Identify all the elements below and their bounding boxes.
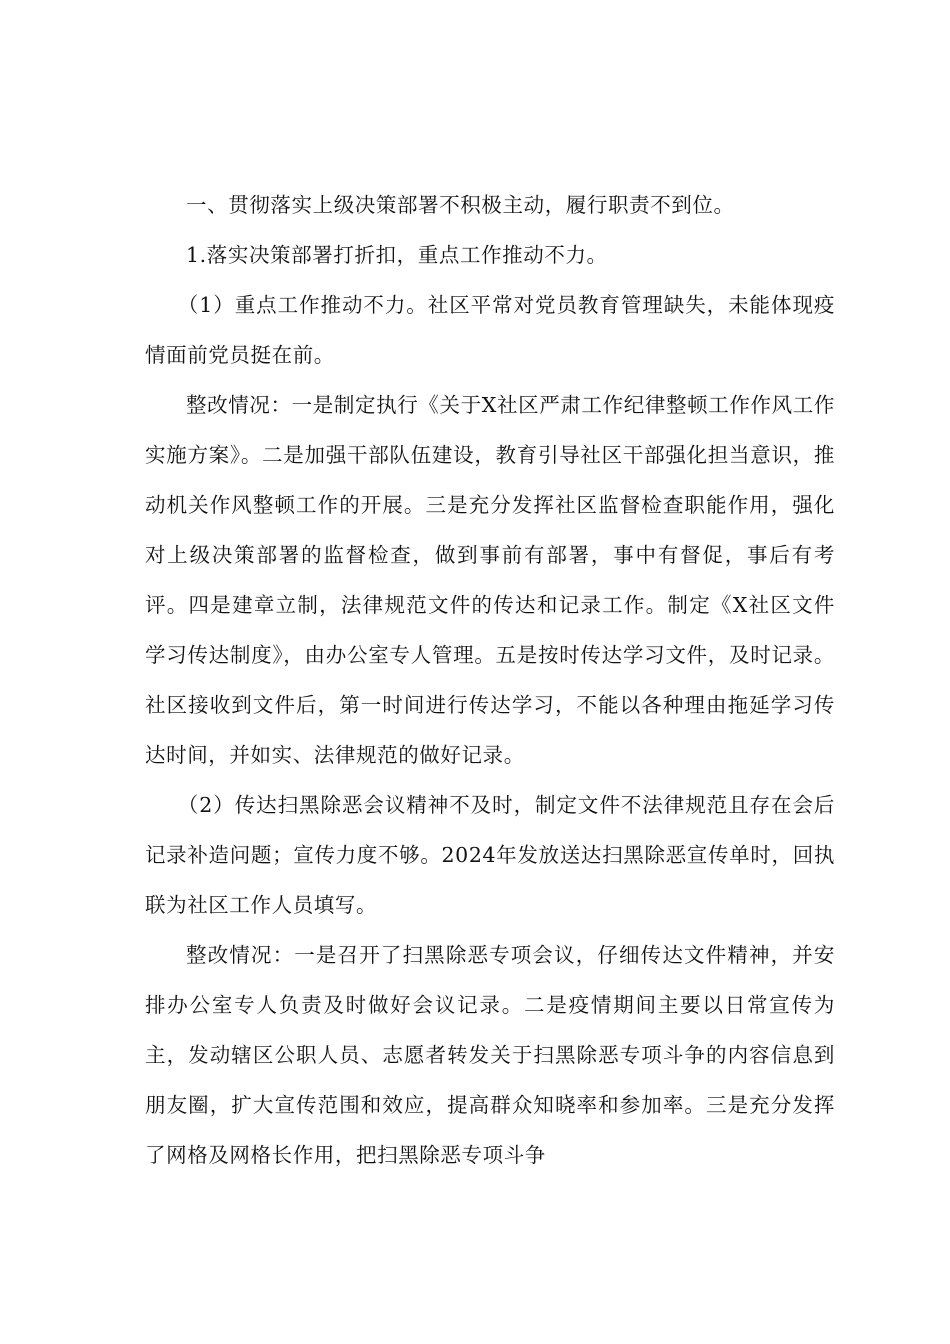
document-body [145, 180, 835, 1180]
subsection-heading: 1.落实决策部署打折扣，重点工作推动不力。 [186, 243, 608, 267]
issue-paragraph-1: （1）重点工作推动不力。社区平常对党员教育管理缺失，未能体现疫情面前党员挺在前。 [145, 293, 835, 367]
issue-paragraph-2: （2）传达扫黑除恶会议精神不及时，制定文件不法律规范且存在会后记录补造问题；宣传力度不够。2024年发放送达扫黑除恶宣传单时，回执联为社区工作人员填写。 [145, 793, 835, 917]
section-heading: 一、贯彻落实上级决策部署不积极主动，履行职责不到位。 [186, 193, 735, 217]
rectification-paragraph-2: 整改情况：一是召开了扫黑除恶专项会议，仔细传达文件精神，并安排办公室专人负责及时做好会议记录。二是疫情期间主要以日常宣传为主，发动辖区公职人员、志愿者转发关于扫黑除恶专项斗争的内容信息到朋友圈，扩大宣传范围和效应，提高群众知晓率和参加率。三是充分发挥了网格及网格长作用，把扫黑除恶专项斗争 [145, 943, 835, 1167]
rectification-paragraph-1: 整改情况：一是制定执行《关于X社区严肃工作纪律整顿工作作风工作实施方案》。二是加强干部队伍建设，教育引导社区干部强化担当意识，推动机关作风整顿工作的开展。三是充分发挥社区监督检查职能作用，强化对上级决策部署的监督检查，做到事前有部署，事中有督促，事后有考评。四是建章立制，法律规范文件的传达和记录工作。制定《X社区文件学习传达制度》，由办公室专人管理。五是按时传达学习文件，及时记录。社区接收到文件后，第一时间进行传达学习，不能以各种理由拖延学习传达时间，并如实、法律规范的做好记录。 [145, 393, 835, 767]
